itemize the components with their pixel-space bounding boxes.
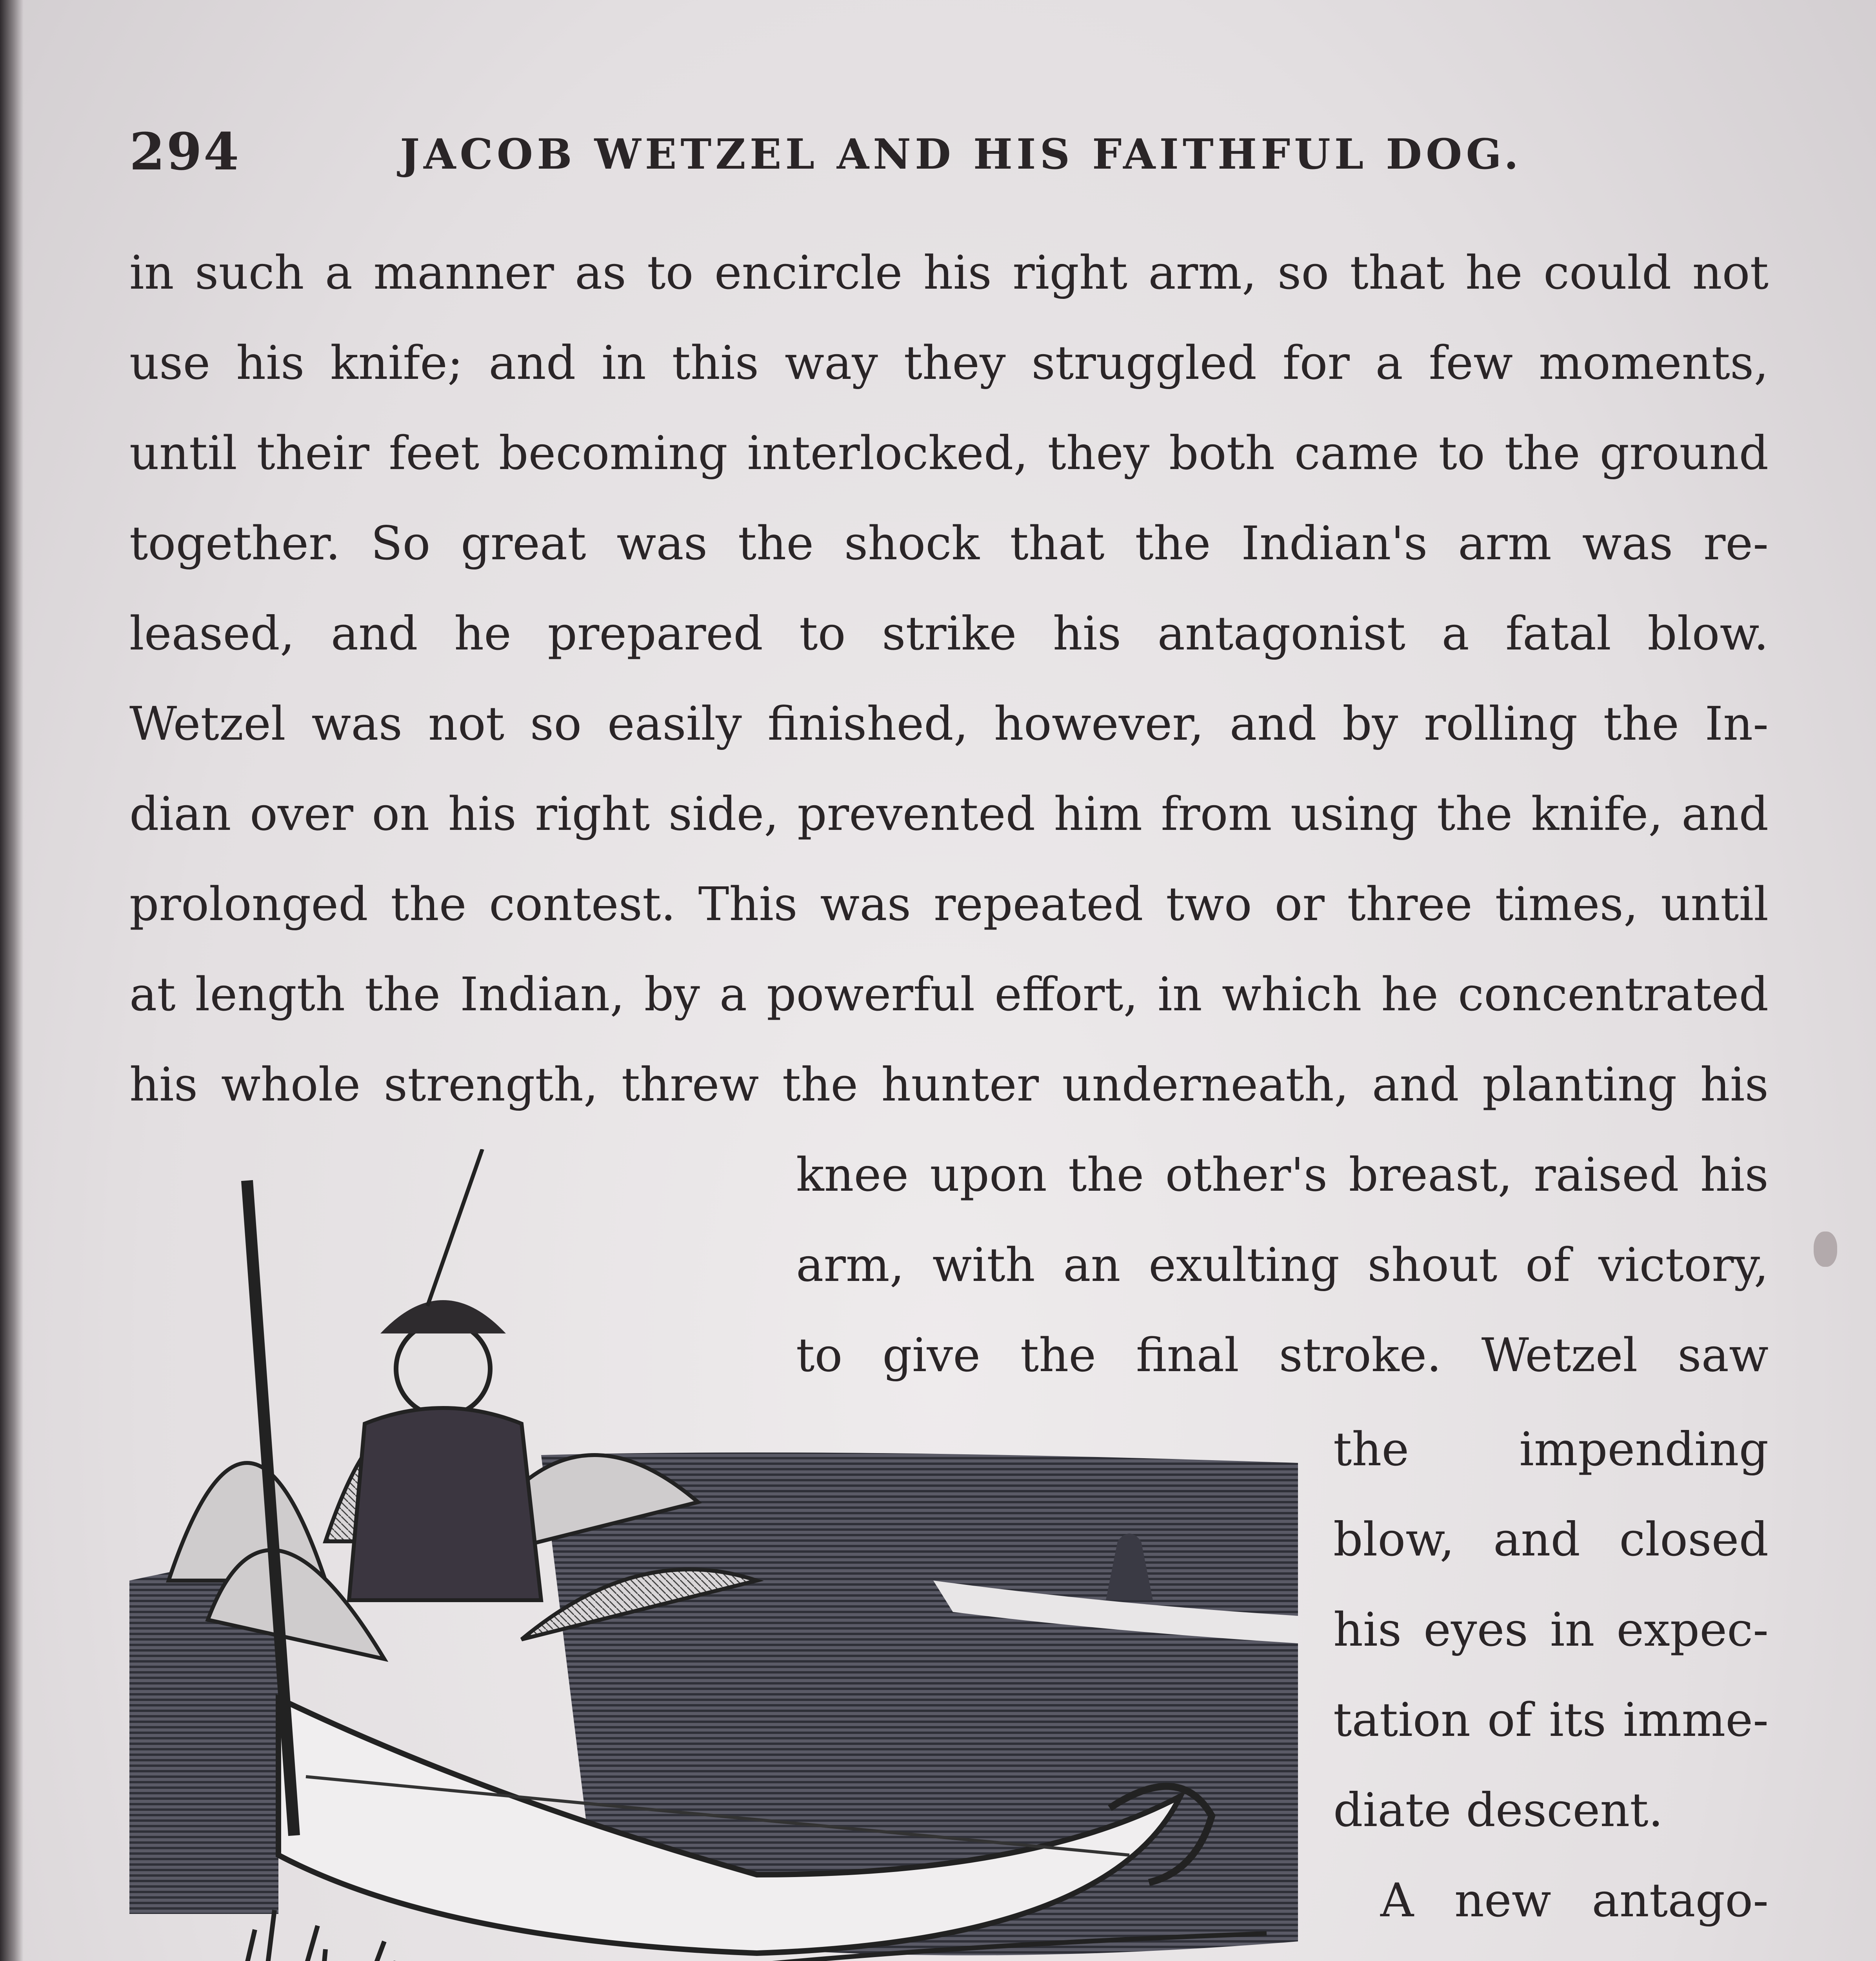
text-line: his whole strength, threw the hunter underneath, and planting his [129,1057,1769,1111]
text-line: together. So great was the shock that the Indian's arm was re- [129,516,1769,570]
text-line: Wetzel was not so easily finished, however, and by rolling the In- [129,697,1769,751]
text-line [1333,1953,1769,1961]
text-line: arm, with an exulting shout of victory, [796,1238,1769,1292]
text-line: prolonged the contest. This was repeated two or three times, until [129,877,1769,931]
text-line: dian over on his right side, prevented him from using the knife, and [129,787,1769,841]
page-header [129,122,1784,200]
engraving-illustration [129,1149,1306,1961]
text-line: diate descent. [1333,1783,1663,1837]
text-line: knee upon the other's breast, raised his [796,1148,1769,1202]
text-line: until their feet becoming interlocked, they both came to the ground [129,426,1769,480]
text-line: to give the final stroke. Wetzel saw [796,1328,1769,1382]
paper-stain [1814,1232,1837,1267]
text-line: A new antago- [1380,1873,1769,1927]
text-line: in such a manner as to encircle his right arm, so that he could not [129,246,1769,300]
text-line: the impending [1333,1422,1769,1476]
text-line: his eyes in expec- [1333,1603,1769,1657]
page-number: 294 [129,122,241,182]
running-title: JACOB WETZEL AND HIS FAITHFUL DOG. [400,129,1523,178]
hunter-canoe-engraving [129,1149,1306,1961]
text-line: leased, and he prepared to strike his antagonist a fatal blow. [129,606,1769,660]
book-gutter-edge [0,0,24,1961]
text-line: use his knife; and in this way they struggled for a few moments, [129,336,1769,390]
text-line: at length the Indian, by a powerful effort, in which he concentrated [129,967,1769,1021]
text-line: blow, and closed [1333,1512,1769,1566]
text-line: tation of its imme- [1333,1693,1769,1747]
